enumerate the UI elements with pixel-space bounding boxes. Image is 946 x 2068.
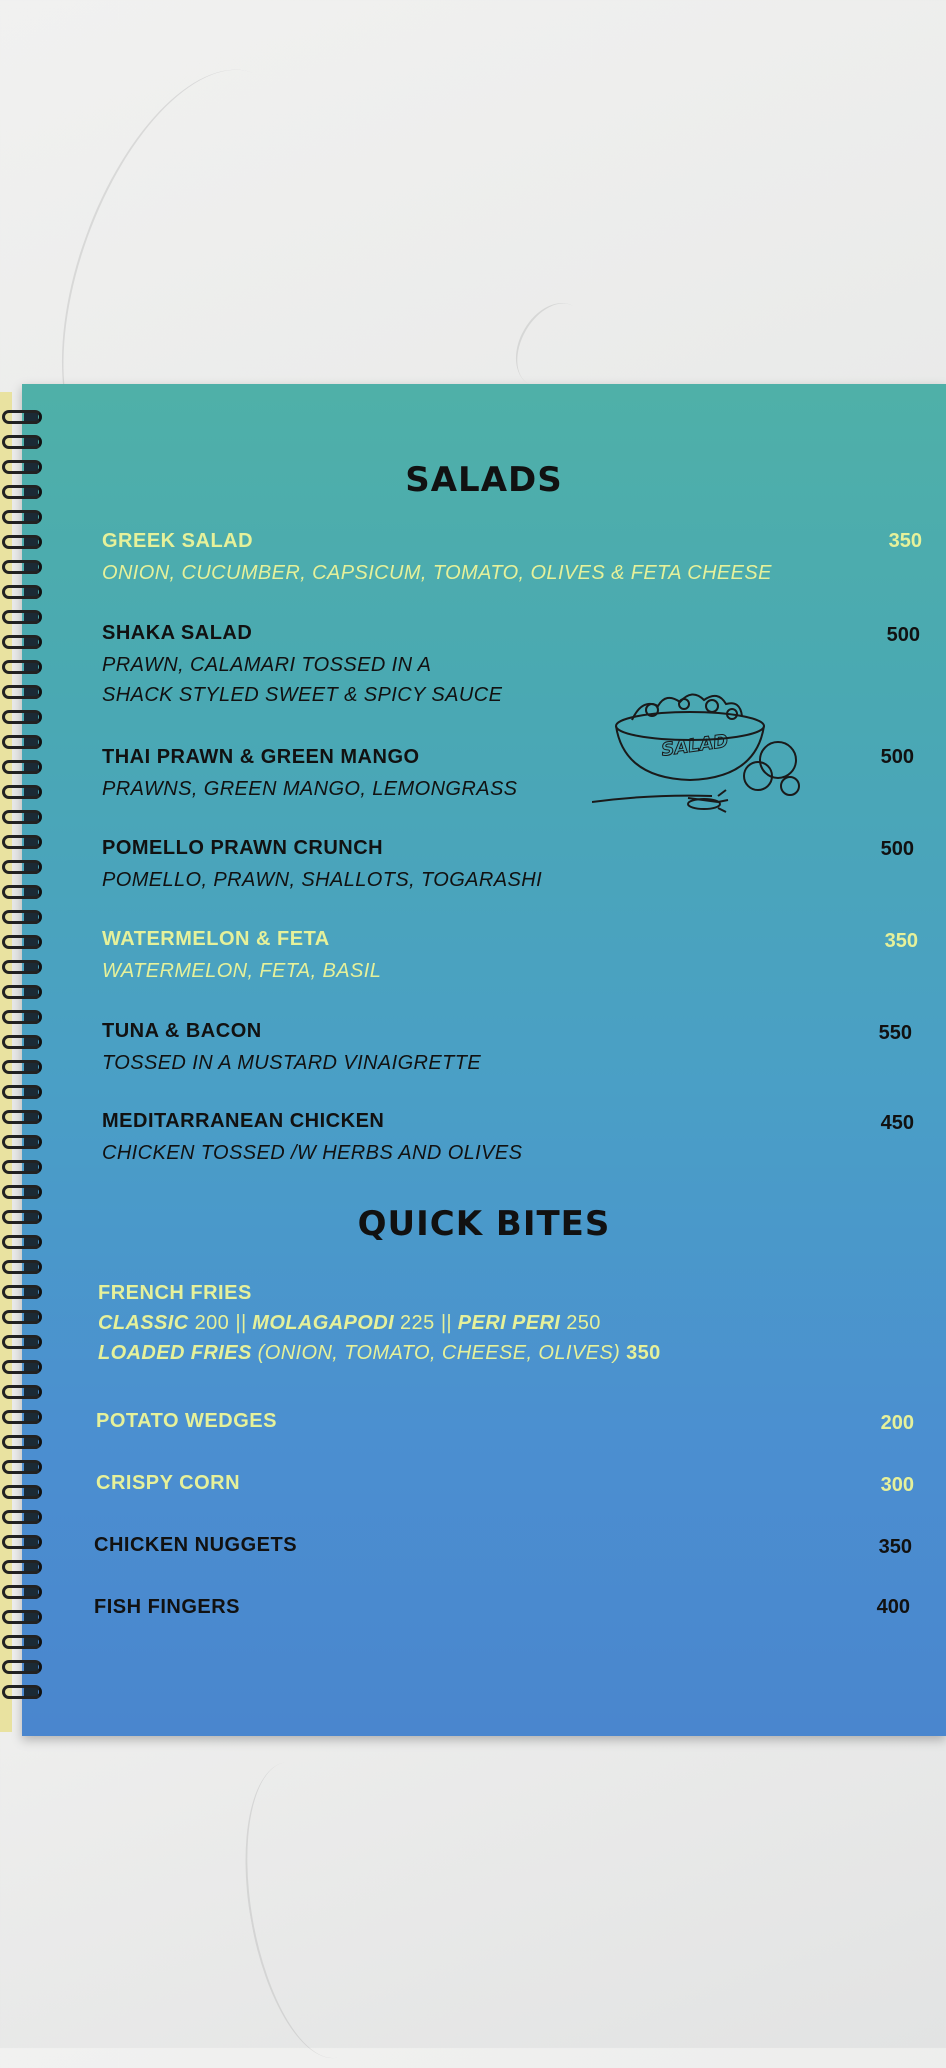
- menu-item-price: 350: [888, 530, 922, 552]
- menu-item-price: 400: [876, 1596, 910, 1618]
- salad-bowl-illustration: [592, 672, 822, 822]
- binding-coil: [2, 1635, 42, 1649]
- binding-coil: [2, 1685, 42, 1699]
- quick-bites-heading: QUICK BITES: [357, 1204, 611, 1244]
- binding-coil: [2, 1435, 42, 1449]
- menu-item-name: TUNA & BACON: [102, 1020, 262, 1042]
- binding-coil: [2, 1035, 42, 1049]
- binding-coil: [2, 1660, 42, 1674]
- fries-variant-name: LOADED FRIES: [98, 1342, 252, 1364]
- salad-illustration-label: SALAD: [660, 730, 730, 761]
- menu-item-name: THAI PRAWN & GREEN MANGO: [102, 746, 420, 768]
- fries-variants-line: [98, 1312, 601, 1335]
- binding-coil: [2, 1385, 42, 1399]
- binding-coil: [2, 1060, 42, 1074]
- binding-coil: [2, 860, 42, 874]
- fries-variant-price: 350: [626, 1342, 661, 1364]
- binding-coil: [2, 1085, 42, 1099]
- binding-coil: [2, 960, 42, 974]
- binding-coil: [2, 1485, 42, 1499]
- binding-coil: [2, 1010, 42, 1024]
- menu-item-desc: TOSSED IN A MUSTARD VINAIGRETTE: [102, 1052, 482, 1074]
- binding-coil: [2, 585, 42, 599]
- binding-coil: [2, 435, 42, 449]
- menu-item-name: MEDITARRANEAN CHICKEN: [102, 1110, 385, 1132]
- binding-coil: [2, 685, 42, 699]
- menu-item-price: 500: [886, 624, 920, 646]
- menu-page: [22, 384, 946, 1736]
- binding-coil: [2, 485, 42, 499]
- binding-coil: [2, 1260, 42, 1274]
- fries-variant-name: PERI PERI: [457, 1312, 561, 1334]
- menu-item-price: 500: [880, 838, 914, 860]
- binding-coil: [2, 635, 42, 649]
- menu-item-name: SHAKA SALAD: [102, 622, 253, 644]
- menu-item-price: 500: [880, 746, 914, 768]
- menu-item-price: 350: [884, 930, 918, 952]
- menu-item-name: FRENCH FRIES: [98, 1282, 252, 1304]
- binding-coil: [2, 935, 42, 949]
- menu-item-price: 300: [880, 1474, 914, 1496]
- menu-item-desc: PRAWN, CALAMARI TOSSED IN A: [102, 654, 432, 676]
- spiral-binding: [0, 410, 50, 1720]
- menu-item-desc: PRAWNS, GREEN MANGO, LEMONGRASS: [102, 778, 518, 800]
- binding-coil: [2, 535, 42, 549]
- menu-item-price: 450: [880, 1112, 914, 1134]
- binding-coil: [2, 1210, 42, 1224]
- binding-coil: [2, 985, 42, 999]
- fries-variant-price: 225: [400, 1312, 435, 1334]
- fries-variant-price: 200: [194, 1312, 230, 1334]
- binding-coil: [2, 835, 42, 849]
- binding-coil: [2, 910, 42, 924]
- binding-coil: [2, 710, 42, 724]
- menu-item-desc: WATERMELON, FETA, BASIL: [102, 960, 382, 982]
- separator: ||: [440, 1312, 452, 1334]
- binding-coil: [2, 810, 42, 824]
- menu-item-name: CHICKEN NUGGETS: [94, 1534, 298, 1556]
- menu-item-price: 350: [878, 1536, 912, 1558]
- binding-coil: [2, 1135, 42, 1149]
- binding-coil: [2, 1410, 42, 1424]
- binding-coil: [2, 1585, 42, 1599]
- binding-coil: [2, 410, 42, 424]
- binding-coil: [2, 1310, 42, 1324]
- separator: ||: [235, 1312, 247, 1334]
- fries-variant-name: CLASSIC: [98, 1312, 189, 1334]
- menu-item-name: CRISPY CORN: [96, 1472, 241, 1494]
- fries-variant-price: 250: [566, 1312, 601, 1334]
- binding-coil: [2, 1235, 42, 1249]
- menu-item-desc: SHACK STYLED SWEET & SPICY SAUCE: [102, 684, 503, 706]
- menu-item-desc: POMELLO, PRAWN, SHALLOTS, TOGARASHI: [102, 869, 543, 891]
- binding-coil: [2, 1160, 42, 1174]
- binding-coil: [2, 885, 42, 899]
- binding-coil: [2, 1360, 42, 1374]
- binding-coil: [2, 1610, 42, 1624]
- binding-coil: [2, 1560, 42, 1574]
- menu-item-price: 200: [880, 1412, 914, 1434]
- menu-item-name: POMELLO PRAWN CRUNCH: [102, 837, 384, 859]
- binding-coil: [2, 735, 42, 749]
- salads-heading: SALADS: [405, 460, 563, 500]
- menu-item-price: 550: [878, 1022, 912, 1044]
- fries-variant-name: MOLAGAPODI: [252, 1312, 395, 1334]
- binding-coil: [2, 1535, 42, 1549]
- binding-coil: [2, 1185, 42, 1199]
- menu-item-desc: CHICKEN TOSSED /W HERBS AND OLIVES: [102, 1142, 523, 1164]
- binding-coil: [2, 510, 42, 524]
- binding-coil: [2, 460, 42, 474]
- binding-coil: [2, 1510, 42, 1524]
- menu-item-name: FISH FINGERS: [94, 1596, 241, 1618]
- menu-item-desc: ONION, CUCUMBER, CAPSICUM, TOMATO, OLIVES & FETA CHEESE: [102, 562, 772, 584]
- binding-coil: [2, 785, 42, 799]
- binding-coil: [2, 1460, 42, 1474]
- fries-variant-desc: (ONION, TOMATO, CHEESE, OLIVES): [257, 1342, 621, 1364]
- binding-coil: [2, 660, 42, 674]
- menu-item-name: GREEK SALAD: [102, 530, 254, 552]
- binding-coil: [2, 1335, 42, 1349]
- marble-vein: [225, 1752, 397, 2068]
- menu-item-name: WATERMELON & FETA: [102, 928, 330, 950]
- binding-coil: [2, 1285, 42, 1299]
- binding-coil: [2, 610, 42, 624]
- binding-coil: [2, 760, 42, 774]
- binding-coil: [2, 1110, 42, 1124]
- fries-loaded-line: [98, 1342, 661, 1365]
- menu-item-name: POTATO WEDGES: [96, 1410, 277, 1432]
- binding-coil: [2, 560, 42, 574]
